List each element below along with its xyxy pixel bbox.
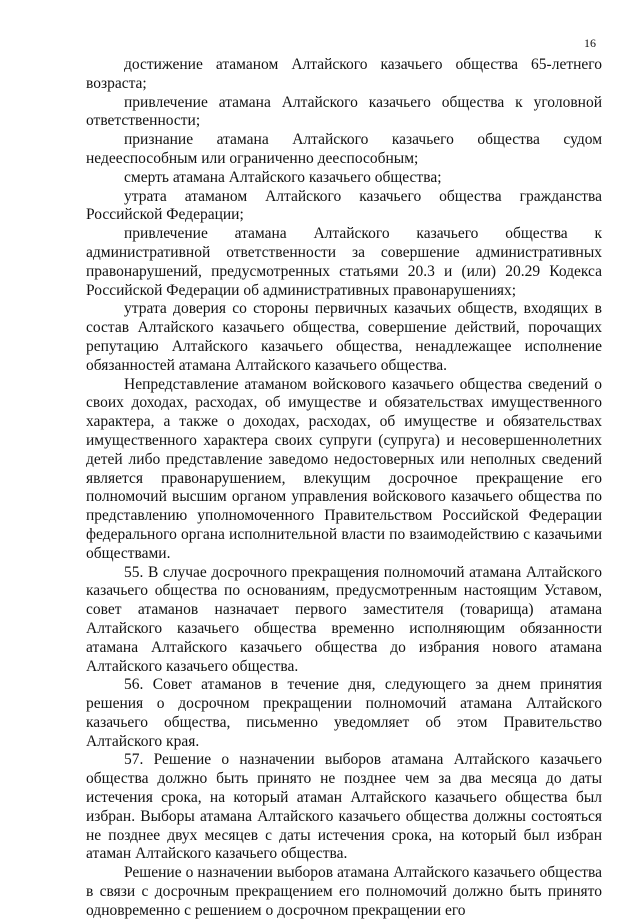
document-body: [86, 56, 602, 921]
paragraph-citizenship-loss: утрата атаманом Алтайского казачьего общества гражданства Российской Федерации;: [86, 187, 602, 224]
paragraph-loss-of-trust: утрата доверия со стороны первичных казачьих обществ, входящих в состав Алтайского казачьего общества, совершение действий, порочащих репутацию Алтайского казачьего общества, ненадлежащее исполнение обязанностей атамана Алтайского казачьего общества.: [86, 300, 602, 374]
paragraph-clause-57: 57. Решение о назначении выборов атамана Алтайского казачьего общества должно быть принято не позднее чем за два месяца до даты истечения срока, на который атаман Алтайского казачьего общества был избран. Выборы атамана Алтайского казачьего общества должны состояться не позднее двух месяцев с даты истечения срока, на который был избран атаман Алтайского казачьего общества.: [86, 751, 602, 863]
paragraph-income-disclosure: Непредставление атаманом войскового казачьего общества сведений о своих доходах, расходах, об имуществе и обязательствах имущественного характера, а также о доходах, расходах, об имуществе и обязательствах имущественного характера своих супруги (супруга) и несовершеннолетних детей либо представление заведомо недостоверных или неполных сведений является правонарушением, влекущим досрочное прекращение его полномочий высшим органом управления войскового казачьего общества по представлению уполномоченного Правительством Российской Федерации федерального органа исполнительной власти по взаимодействию с казачьими обществами.: [86, 375, 602, 562]
page-number: 16: [584, 36, 596, 50]
paragraph-clause-55: 55. В случае досрочного прекращения полномочий атамана Алтайского казачьего общества по основаниям, предусмотренным настоящим Уставом, совет атаманов назначает первого заместителя (товарища) атамана Алтайского казачьего общества временно исполняющим обязанности атамана Алтайского казачьего общества до избрания нового атамана Алтайского казачьего общества.: [86, 563, 602, 675]
paragraph-death: смерть атамана Алтайского казачьего общества;: [124, 168, 442, 186]
paragraph-clause-56: 56. Совет атаманов в течение дня, следующего за днем принятия решения о досрочном прекращении полномочий атамана Алтайского казачьего общества, письменно уведомляет об этом Правительство Алтайского края.: [86, 676, 602, 750]
paragraph-incapacity: признание атамана Алтайского казачьего общества судом недееспособным или ограниченно дееспособным;: [86, 131, 602, 167]
paragraph-criminal-liability: привлечение атамана Алтайского казачьего общества к уголовной ответственности;: [86, 93, 602, 130]
paragraph-early-termination-election: Решение о назначении выборов атамана Алтайского казачьего общества в связи с досрочным прекращением его полномочий должно быть принято одновременно с решением о досрочном прекращении его: [86, 864, 602, 919]
paragraph-administrative-liability: привлечение атамана Алтайского казачьего общества к административной ответственности за совершение административных правонарушений, предусмотренных статьями 20.3 и (или) 20.29 Кодекса Российской Федерации об административных правонарушениях;: [86, 225, 602, 299]
paragraph-age-limit: достижение атаманом Алтайского казачьего общества 65-летнего возраста;: [86, 56, 602, 92]
